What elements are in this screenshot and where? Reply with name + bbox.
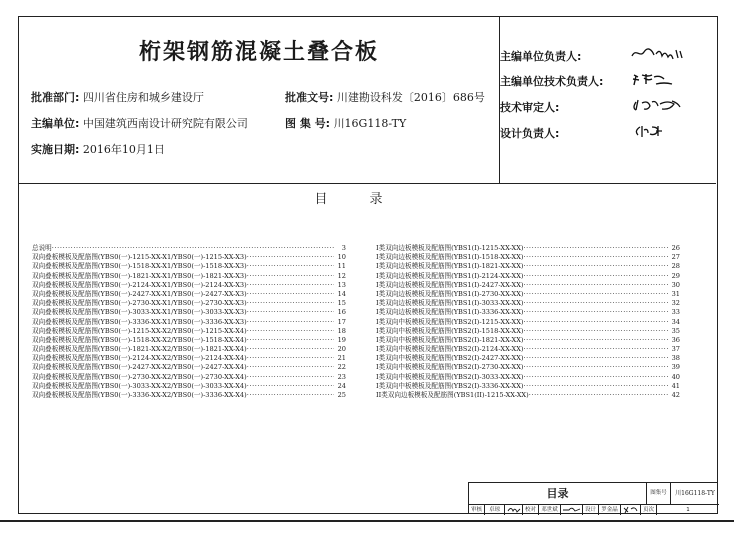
toc-leader-dots — [523, 299, 668, 308]
toc-entry — [32, 262, 346, 271]
implementation-date-label: 实施日期: — [31, 143, 80, 156]
toc-entry-page: 27 — [671, 253, 680, 262]
toc-title: 目录 — [314, 192, 425, 207]
chief-unit-head-label: 主编单位负责人: — [500, 50, 582, 63]
toc-entry — [32, 373, 346, 382]
toc-entry-page: 19 — [337, 335, 346, 344]
toc-entry — [32, 336, 346, 345]
toc-entry-page: 16 — [337, 308, 346, 317]
toc-entry-page: 12 — [337, 271, 346, 280]
design-signature-mark — [622, 505, 640, 514]
review-signature — [505, 505, 523, 515]
toc-leader-dots — [247, 290, 334, 299]
toc-leader-dots — [523, 272, 668, 281]
toc-leader-dots — [523, 244, 668, 253]
signature-row — [469, 504, 719, 515]
toc-entry-page: 22 — [337, 363, 346, 372]
toc-leader-dots — [247, 318, 334, 327]
toc-leader-dots — [523, 281, 668, 290]
toc-entry-label: 双向叠板模板及配筋图(YBS0(一)-2730-XX-X1/YBS0(一)-2730-XX-X3) — [32, 299, 247, 308]
toc-entry-page: 37 — [671, 345, 680, 354]
toc-leader-dots — [52, 244, 334, 253]
toc-leader-dots — [523, 290, 668, 299]
toc-entry — [376, 281, 680, 290]
toc-entry — [376, 299, 680, 308]
toc-leader-dots — [247, 327, 334, 336]
toc-entry-page: 32 — [671, 299, 680, 308]
signature-chief-unit-tech-head — [628, 72, 688, 86]
toc-leader-dots — [523, 253, 668, 262]
toc-entry — [376, 373, 680, 382]
toc-entry-label: 总说明 — [32, 244, 52, 252]
toc-entry — [376, 336, 680, 345]
toc-entry-label: I类双向中板模板及配筋图(YBS2(I)-1518-XX-XX) — [376, 326, 524, 335]
approval-doc-value: 川建勘设科发〔2016〕686号 — [336, 91, 485, 104]
toc-entry-page: 24 — [337, 381, 346, 390]
approval-dept-label: 批准部门: — [31, 91, 80, 104]
toc-entry-page: 28 — [671, 262, 680, 271]
toc-entry-label: 双向叠板模板及配筋图(YBS0(一)-3033-XX-X2/YBS0(一)-3033-XX-X4) — [32, 381, 247, 390]
design-name: 罗金晶 — [599, 505, 621, 515]
title-block — [468, 482, 718, 514]
chief-unit-tech-head-label: 主编单位技术负责人: — [500, 75, 604, 88]
toc-leader-dots — [523, 373, 668, 382]
atlas-title: 桁架钢筋混凝土叠合板 — [138, 40, 379, 65]
toc-entry — [32, 244, 346, 253]
signature-chief-unit-head — [628, 46, 688, 60]
toc-leader-dots — [523, 336, 668, 345]
toc-leader-dots — [247, 299, 334, 308]
atlas-number-value: 川16G118-TY — [333, 117, 407, 130]
toc-entry — [32, 345, 346, 354]
atlas-no-label: 图集号 — [647, 483, 671, 504]
signature-tech-reviewer — [628, 98, 688, 112]
page-label: 页次 — [641, 505, 657, 515]
toc-entry-page: 34 — [671, 317, 680, 326]
toc-right-column — [376, 244, 680, 400]
toc-leader-dots — [247, 336, 334, 345]
toc-entry-page: 15 — [337, 299, 346, 308]
toc-entry — [32, 299, 346, 308]
check-label: 校对 — [523, 505, 539, 515]
chief-unit-value: 中国建筑西南设计研究院有限公司 — [82, 117, 248, 130]
toc-entry-page: 38 — [671, 354, 680, 363]
bottom-rule — [0, 520, 734, 522]
toc-entry-label: 双向叠板模板及配筋图(YBS0(一)-2124-XX-X1/YBS0(一)-2124-XX-X3) — [32, 280, 247, 289]
toc-entry-page: 21 — [337, 354, 346, 363]
toc-entry-label: 双向叠板模板及配筋图(YBS0(一)-1518-XX-X2/YBS0(一)-1518-XX-X4) — [32, 335, 247, 344]
design-signature — [621, 505, 641, 515]
toc-entry-page: 31 — [671, 289, 680, 298]
implementation-date-value: 2016年10月1日 — [82, 143, 165, 156]
toc-left-column — [32, 244, 346, 400]
toc-leader-dots — [523, 327, 668, 336]
toc-entry-label: 双向叠板模板及配筋图(YBS0(一)-2730-XX-X2/YBS0(一)-2730-XX-X4) — [32, 372, 247, 381]
toc-leader-dots — [247, 281, 334, 290]
toc-entry — [32, 327, 346, 336]
toc-entry-label: I类双向中板模板及配筋图(YBS2(I)-1215-XX-XX) — [376, 317, 524, 326]
toc-entry — [32, 281, 346, 290]
toc-leader-dots — [247, 391, 334, 400]
approval-dept-value: 四川省住房和城乡建设厅 — [82, 91, 204, 104]
toc-entry — [376, 318, 680, 327]
chief-unit — [31, 115, 248, 131]
toc-leader-dots — [247, 253, 334, 262]
review-name: 卓琼 — [485, 505, 505, 515]
toc-entry-label: I类双向中板模板及配筋图(YBS2(I)-2427-XX-XX) — [376, 354, 524, 363]
approval-dept — [31, 89, 204, 105]
toc-leader-dots — [247, 345, 334, 354]
toc-entry — [376, 290, 680, 299]
toc-entry-label: 双向叠板模板及配筋图(YBS0(一)-1215-XX-X2/YBS0(一)-1215-XX-X4) — [32, 326, 247, 335]
toc-entry-page: 25 — [337, 391, 346, 399]
toc-entry-label: I类双向中板模板及配筋图(YBS2(I)-2730-XX-XX) — [376, 363, 524, 372]
toc-entry — [376, 308, 680, 317]
toc-entry-page: 17 — [337, 317, 346, 326]
toc-entry-label: I类双向边板模板及配筋图(YBS1(I)-2427-XX-XX) — [376, 280, 524, 289]
toc-leader-dots — [247, 262, 334, 271]
toc-entry-label: II类双向边板模板及配筋图(YBS1(II)-1215-XX-XX) — [376, 391, 529, 399]
check-signature — [561, 505, 583, 515]
toc-entry — [376, 253, 680, 262]
toc-entry — [376, 327, 680, 336]
chief-unit-label: 主编单位: — [31, 117, 80, 130]
toc-entry-page: 30 — [671, 280, 680, 289]
toc-entry — [32, 308, 346, 317]
toc-entry-label: 双向叠板模板及配筋图(YBS0(一)-3336-XX-X2/YBS0(一)-3336-XX-X4) — [32, 391, 247, 399]
design-head-label: 设计负责人: — [500, 127, 560, 140]
toc-entry — [32, 290, 346, 299]
signature-design-head — [628, 124, 688, 138]
toc-entry — [376, 262, 680, 271]
toc-entry-page: 41 — [671, 381, 680, 390]
review-signature-mark — [506, 505, 522, 514]
toc-entry-label: I类双向中板模板及配筋图(YBS2(I)-3033-XX-XX) — [376, 372, 524, 381]
toc-entry — [376, 272, 680, 281]
toc-entry — [32, 391, 346, 400]
toc-entry-label: 双向叠板模板及配筋图(YBS0(一)-1821-XX-X1/YBS0(一)-1821-XX-X3) — [32, 271, 247, 280]
atlas-no-value: 川16G118-TY — [675, 490, 715, 497]
toc-entry — [32, 253, 346, 262]
toc-entry-page: 26 — [671, 244, 680, 252]
toc-entry-page: 42 — [671, 391, 680, 399]
toc-leader-dots — [523, 354, 668, 363]
toc-entry-label: 双向叠板模板及配筋图(YBS0(一)-1215-XX-X1/YBS0(一)-1215-XX-X3) — [32, 253, 247, 262]
toc-entry-label: I类双向中板模板及配筋图(YBS2(I)-1821-XX-XX) — [376, 335, 524, 344]
toc-leader-dots — [523, 318, 668, 327]
atlas-number-label: 图 集 号: — [285, 117, 331, 130]
toc-entry-label: 双向叠板模板及配筋图(YBS0(一)-2427-XX-X1/YBS0(一)-2427-XX-X3) — [32, 289, 247, 298]
toc-entry-label: I类双向边板模板及配筋图(YBS1(I)-1821-XX-XX) — [376, 262, 524, 271]
toc-entry-page: 14 — [337, 289, 346, 298]
toc-entry-label: I类双向边板模板及配筋图(YBS1(I)-2124-XX-XX) — [376, 271, 524, 280]
toc-entry-page: 39 — [671, 363, 680, 372]
check-signature-mark — [562, 505, 582, 514]
toc-entry-page: 18 — [337, 326, 346, 335]
toc-leader-dots — [523, 382, 668, 391]
toc-entry-page: 40 — [671, 372, 680, 381]
toc-leader-dots — [529, 391, 668, 400]
approval-doc — [285, 89, 485, 105]
toc-leader-dots — [523, 363, 668, 372]
toc-entry-label: I类双向边板模板及配筋图(YBS1(I)-2730-XX-XX) — [376, 289, 524, 298]
toc-entry-page: 35 — [671, 326, 680, 335]
design-label: 设计 — [583, 505, 599, 515]
toc-entry — [32, 382, 346, 391]
toc-entry — [32, 318, 346, 327]
toc-leader-dots — [247, 363, 334, 372]
toc-entry — [376, 345, 680, 354]
toc-entry-label: I类双向边板模板及配筋图(YBS1(I)-1215-XX-XX) — [376, 244, 524, 252]
toc-entry-label: 双向叠板模板及配筋图(YBS0(一)-1518-XX-X1/YBS0(一)-1518-XX-X3) — [32, 262, 247, 271]
toc-entry — [376, 382, 680, 391]
toc-entry — [32, 363, 346, 372]
toc-leader-dots — [523, 345, 668, 354]
atlas-number — [285, 115, 406, 131]
toc-entry-label: 双向叠板模板及配筋图(YBS0(一)-2124-XX-X2/YBS0(一)-2124-XX-X4) — [32, 354, 247, 363]
toc-leader-dots — [247, 354, 334, 363]
toc-leader-dots — [247, 308, 334, 317]
implementation-date — [31, 141, 165, 157]
toc-leader-dots — [523, 262, 668, 271]
toc-entry-label: 双向叠板模板及配筋图(YBS0(一)-3336-XX-X1/YBS0(一)-3336-XX-X3) — [32, 317, 247, 326]
toc-entry-label: I类双向中板模板及配筋图(YBS2(I)-3336-XX-XX) — [376, 381, 524, 390]
toc-entry-page: 36 — [671, 335, 680, 344]
toc-leader-dots — [247, 382, 334, 391]
page-value: 1 — [686, 507, 690, 513]
toc-entry-label: I类双向边板模板及配筋图(YBS1(I)-3033-XX-XX) — [376, 299, 524, 308]
toc-entry-label: I类双向边板模板及配筋图(YBS1(I)-3336-XX-XX) — [376, 308, 524, 317]
toc-entry-page: 3 — [341, 244, 346, 252]
toc-leader-dots — [523, 308, 668, 317]
toc-entry-page: 11 — [337, 262, 346, 271]
toc-entry-label: 双向叠板模板及配筋图(YBS0(一)-2427-XX-X2/YBS0(一)-2427-XX-X4) — [32, 363, 247, 372]
toc-entry — [376, 391, 680, 400]
toc-entry-page: 13 — [337, 280, 346, 289]
approval-doc-label: 批准文号: — [285, 91, 334, 104]
toc-entry — [32, 272, 346, 281]
check-name: 邓世斌 — [539, 505, 561, 515]
toc-entry-label: 双向叠板模板及配筋图(YBS0(一)-1821-XX-X2/YBS0(一)-1821-XX-X4) — [32, 345, 247, 354]
review-label: 审核 — [469, 505, 485, 515]
toc-entry-page: 29 — [671, 271, 680, 280]
toc-leader-dots — [247, 272, 334, 281]
toc-entry-page: 33 — [671, 308, 680, 317]
sheet-name: 目录 — [469, 483, 647, 504]
toc-entry-label: 双向叠板模板及配筋图(YBS0(一)-3033-XX-X1/YBS0(一)-3033-XX-X3) — [32, 308, 247, 317]
toc-entry-label: I类双向中板模板及配筋图(YBS2(I)-2124-XX-XX) — [376, 345, 524, 354]
toc-entry-page: 20 — [337, 345, 346, 354]
toc-entry-page: 23 — [337, 372, 346, 381]
toc-entry-label: I类双向边板模板及配筋图(YBS1(I)-1518-XX-XX) — [376, 253, 524, 262]
tech-reviewer-label: 技术审定人: — [500, 101, 560, 114]
toc-entry — [376, 244, 680, 253]
toc-entry — [376, 363, 680, 372]
cover-header — [19, 17, 716, 184]
toc-entry-page: 10 — [337, 253, 346, 262]
toc-leader-dots — [247, 373, 334, 382]
